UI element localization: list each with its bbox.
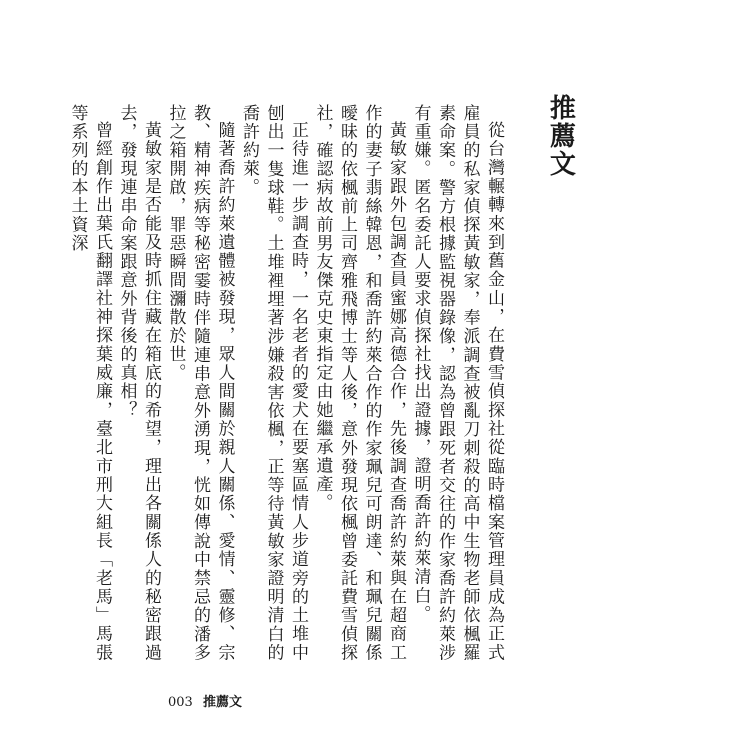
paragraph: 從台灣輾轉來到舊金山，在費雪偵探社從臨時檔案管理員成為正式雇員的私家偵探黃敏家，奉派調查被亂刀刺殺的高中生物老師依楓羅素命案。警方根據監視器錄像，認為曾跟死者交往的作家喬許約萊涉有重嫌。匿名委託人要求偵探社找出證據，證明喬許約萊清白。 [410, 104, 504, 662]
paragraph: 黃敏家是否能及時抓住藏在箱底的希望，理出各關係人的秘密跟過去，發現連串命案跟意外背後的真相？ [116, 104, 161, 662]
section-title: 推薦文 [545, 94, 576, 178]
running-title: 推薦文 [202, 695, 242, 710]
paragraph: 黃敏家跟外包調查員蜜娜高德合作，先後調查喬許約萊與在超商工作的妻子翡絲韓恩，和喬許約萊合作的作家珮兒可朗達、和珮兒關係曖昧的依楓前上司齊雅飛博士等人後，意外發現依楓曾委託費雪偵探社，確認病故前男友傑克史東指定由她繼承遺產。 [312, 104, 406, 662]
paragraph: 曾經創作出葉氏翻譯社神探葉威廉，臺北市刑大組長「老馬」馬張等系列的本土資深 [67, 104, 112, 662]
page-footer [168, 691, 242, 710]
body-text [67, 104, 506, 662]
paragraph: 隨著喬許約萊遺體被發現，眾人間關於親人關係、愛情、靈修、宗教、精神疾病等秘密霎時伴隨連串意外湧現，恍如傳說中禁忌的潘多拉之箱開啟，罪惡瞬間瀰散於世。 [165, 104, 235, 662]
page-number: 003 [168, 695, 193, 710]
paragraph: 正待進一步調查時，一名老者的愛犬在要塞區情人步道旁的土堆中刨出一隻球鞋。土堆裡埋著涉嫌殺害依楓，正等待黃敏家證明清白的喬許約萊。 [239, 104, 308, 662]
